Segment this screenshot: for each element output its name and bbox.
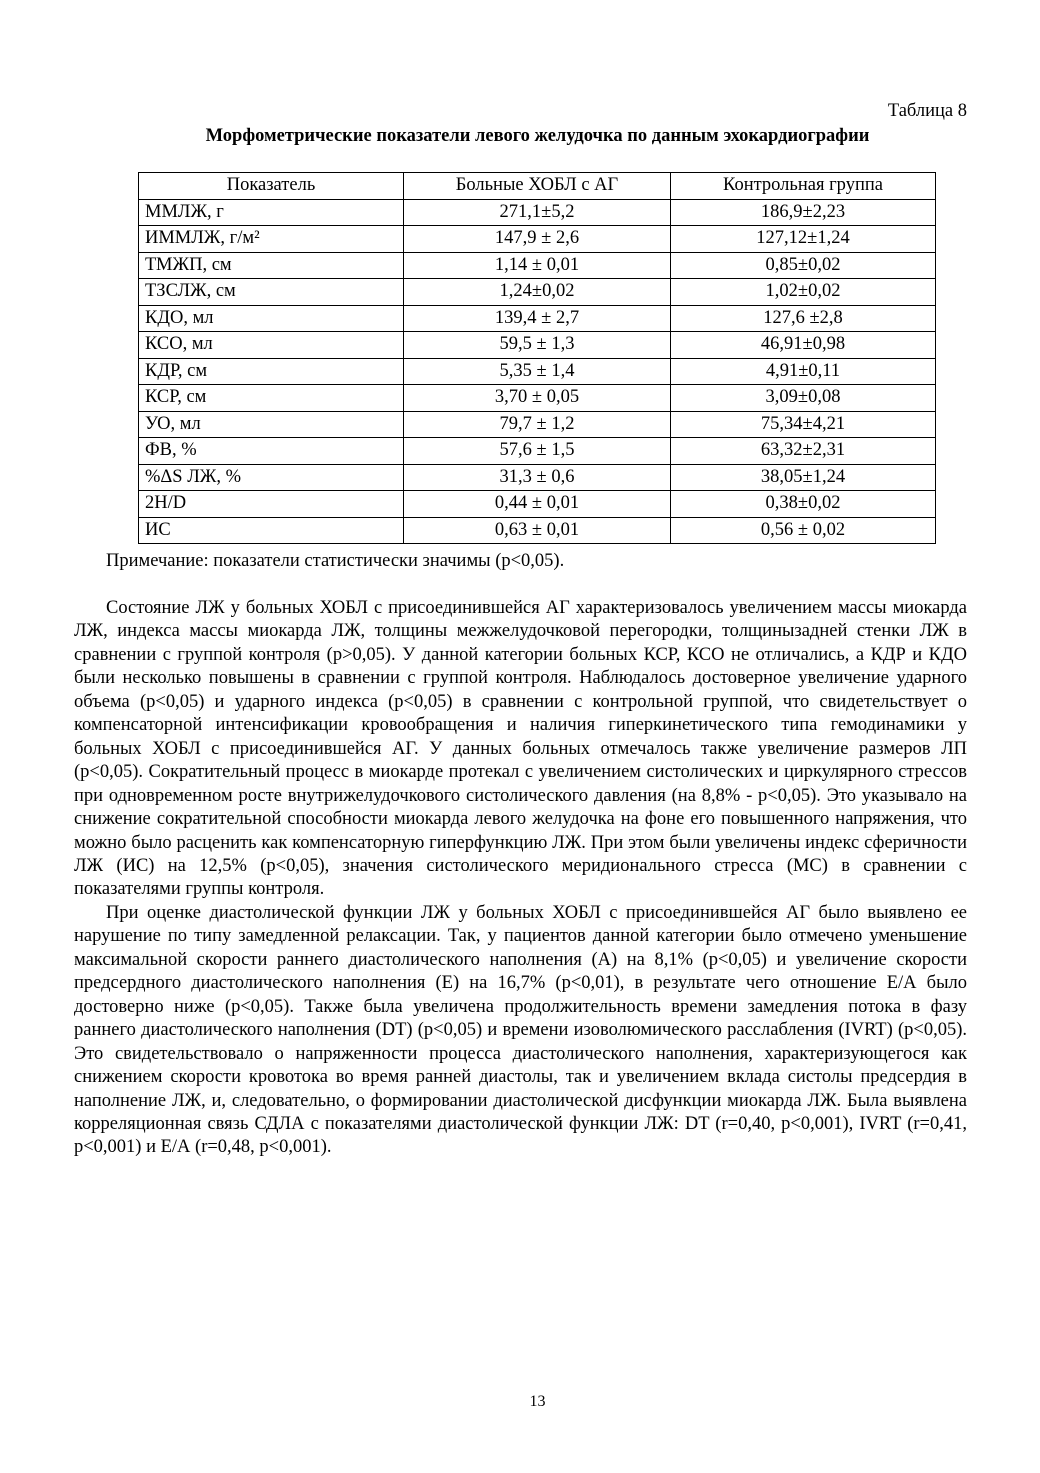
table-row xyxy=(139,279,936,306)
patients-value-cell: 57,6 ± 1,5 xyxy=(404,438,671,465)
indicator-cell: ИММЛЖ, г/м² xyxy=(139,226,404,253)
table-row xyxy=(139,305,936,332)
table-note: Примечание: показатели статистически значимы (р<0,05). xyxy=(106,551,565,571)
control-value-cell: 3,09±0,08 xyxy=(671,385,936,412)
patients-value-cell: 59,5 ± 1,3 xyxy=(404,332,671,359)
morphometry-table xyxy=(138,172,936,544)
control-value-cell: 0,38±0,02 xyxy=(671,491,936,518)
table-title: Морфометрические показатели левого желудочка по данным эхокардиографии xyxy=(205,126,870,146)
patients-value-cell: 1,14 ± 0,01 xyxy=(404,252,671,279)
patients-value-cell: 0,44 ± 0,01 xyxy=(404,491,671,518)
indicator-cell: ТМЖП, см xyxy=(139,252,404,279)
table-body xyxy=(139,199,936,544)
patients-value-cell: 139,4 ± 2,7 xyxy=(404,305,671,332)
indicator-cell: КСР, см xyxy=(139,385,404,412)
page-number: 13 xyxy=(529,1393,546,1410)
indicator-cell: КДО, мл xyxy=(139,305,404,332)
table-row xyxy=(139,358,936,385)
table-row xyxy=(139,517,936,544)
indicator-cell: 2H/D xyxy=(139,491,404,518)
indicator-cell: ММЛЖ, г xyxy=(139,199,404,226)
patients-value-cell: 147,9 ± 2,6 xyxy=(404,226,671,253)
patients-value-cell: 1,24±0,02 xyxy=(404,279,671,306)
control-value-cell: 4,91±0,11 xyxy=(671,358,936,385)
column-header: Больные ХОБЛ с АГ xyxy=(404,173,671,200)
patients-value-cell: 3,70 ± 0,05 xyxy=(404,385,671,412)
table-row xyxy=(139,199,936,226)
table-header-row xyxy=(139,173,936,200)
patients-value-cell: 31,3 ± 0,6 xyxy=(404,464,671,491)
body-text xyxy=(74,597,967,1160)
indicator-cell: %ΔS ЛЖ, % xyxy=(139,464,404,491)
table-row xyxy=(139,385,936,412)
table-number: Таблица 8 xyxy=(887,101,967,121)
indicator-cell: ФВ, % xyxy=(139,438,404,465)
table-row xyxy=(139,252,936,279)
control-value-cell: 127,6 ±2,8 xyxy=(671,305,936,332)
patients-value-cell: 79,7 ± 1,2 xyxy=(404,411,671,438)
control-value-cell: 0,56 ± 0,02 xyxy=(671,517,936,544)
table-row xyxy=(139,332,936,359)
patients-value-cell: 0,63 ± 0,01 xyxy=(404,517,671,544)
control-value-cell: 75,34±4,21 xyxy=(671,411,936,438)
paragraph: Состояние ЛЖ у больных ХОБЛ с присоединившейся АГ характеризовалось увеличением массы миокарда ЛЖ, индекса массы миокарда ЛЖ, толщины межжелудочковой перегородки, толщинызадней стенки ЛЖ в сравнении с группой контроля (р>0,05). У данной категории больных КСР, КСО не отличались, а КДР и КДО были несколько повышены в сравнении с группой контроля. Наблюдалось достоверное увеличение ударного объема (р<0,05) и ударного индекса (р<0,05) в сравнении с контрольной группой, что свидетельствует о компенсаторной интенсификации кровообращения и наличия гиперкинетического типа гемодинамики у больных ХОБЛ с присоединившейся АГ. У данных больных отмечалось также увеличение размеров ЛП (р<0,05). Сократительный процесс в миокарде протекал с увеличением систолических и циркулярного стрессов при одновременном росте внутрижелудочкового систолического давления (на 8,8% - р<0,05). Это указывало на снижение сократительной способности миокарда левого желудочка на фоне его повышенного напряжения, что можно было расценить как компенсаторную гиперфункцию ЛЖ. При этом были увеличены индекс сферичности ЛЖ (ИС) на 12,5% (р<0,05), значения систолического меридионального стресса (МС) в сравнении с показателями группы контроля. xyxy=(74,598,967,900)
control-value-cell: 0,85±0,02 xyxy=(671,252,936,279)
control-value-cell: 63,32±2,31 xyxy=(671,438,936,465)
table-row xyxy=(139,491,936,518)
column-header: Показатель xyxy=(139,173,404,200)
table-row xyxy=(139,411,936,438)
patients-value-cell: 271,1±5,2 xyxy=(404,199,671,226)
indicator-cell: УО, мл xyxy=(139,411,404,438)
indicator-cell: КСО, мл xyxy=(139,332,404,359)
patients-value-cell: 5,35 ± 1,4 xyxy=(404,358,671,385)
table-row xyxy=(139,226,936,253)
control-value-cell: 1,02±0,02 xyxy=(671,279,936,306)
control-value-cell: 46,91±0,98 xyxy=(671,332,936,359)
indicator-cell: ИС xyxy=(139,517,404,544)
control-value-cell: 186,9±2,23 xyxy=(671,199,936,226)
table-row xyxy=(139,438,936,465)
control-value-cell: 127,12±1,24 xyxy=(671,226,936,253)
indicator-cell: ТЗСЛЖ, см xyxy=(139,279,404,306)
column-header: Контрольная группа xyxy=(671,173,936,200)
table-row xyxy=(139,464,936,491)
indicator-cell: КДР, см xyxy=(139,358,404,385)
control-value-cell: 38,05±1,24 xyxy=(671,464,936,491)
paragraph: При оценке диастолической функции ЛЖ у больных ХОБЛ с присоединившейся АГ было выявлено ее нарушение по типу замедленной релаксации. Так, у пациентов данной категории было отмечено уменьшение максимальной скорости раннего диастолического наполнения (А) на 8,1% (р<0,05) и увеличение скорости предсердного диастолического наполнения (Е) на 16,7% (р<0,01), в результате чего отношение Е/А было достоверно ниже (р<0,05). Также была увеличена продолжительность времени замедления потока в фазу раннего диастолического наполнения (DT) (р<0,05) и времени изоволюмического расслабления (IVRT) (р<0,05). Это свидетельствовало о напряженности процесса диастолического наполнения, характеризующегося как снижением скорости кровотока во время ранней диастолы, так и увеличением вклада систолы предсердия в наполнение ЛЖ, и, следовательно, о формировании диастолической дисфункции миокарда ЛЖ. Была выявлена корреляционная связь СДЛА с показателями диастолической функции ЛЖ: DT (r=0,40, p<0,001), IVRT (r=0,41, p<0,001) и Е/А (r=0,48, p<0,001). xyxy=(74,902,967,1158)
